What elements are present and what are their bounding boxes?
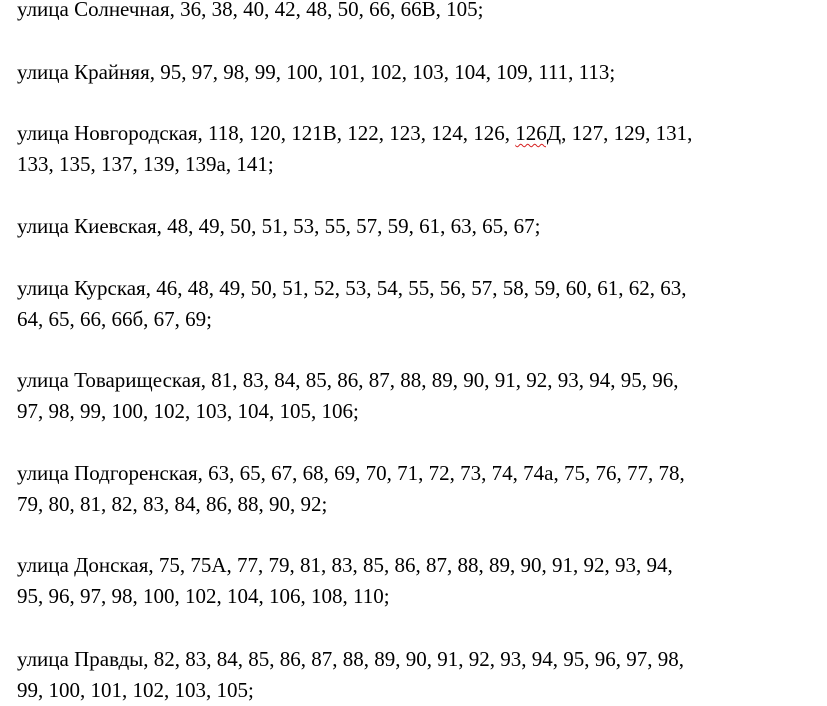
street-paragraph-kievskaya: улица Киевская, 48, 49, 50, 51, 53, 55, 57, 59, 61, 63, 65, 67; <box>17 214 541 238</box>
paragraph-text-before: улица Новгородская, 118, 120, 121В, 122, 123, 124, 126, <box>17 121 516 145</box>
street-paragraph-solnechnaya: улица Солнечная, 36, 38, 40, 42, 48, 50, 66, 66В, 105; <box>17 0 484 21</box>
street-paragraph-tovarishcheskaya: улица Товарищеская, 81, 83, 84, 85, 86, 87, 88, 89, 90, 91, 92, 93, 94, 95, 96, 97, 98, 99, 100, 102, 103, 104, 105, 106; <box>17 368 679 423</box>
street-paragraph-novgorodskaya <box>17 118 807 180</box>
spellcheck-flagged-word[interactable]: 126Д <box>515 121 562 145</box>
street-paragraph-krainyaya: улица Крайняя, 95, 97, 98, 99, 100, 101, 102, 103, 104, 109, 111, 113; <box>17 60 616 84</box>
street-paragraph-kurskaya: улица Курская, 46, 48, 49, 50, 51, 52, 53, 54, 55, 56, 57, 58, 59, 60, 61, 62, 63, 64, 65, 66, 66б, 67, 69; <box>17 276 687 331</box>
street-paragraph-donskaya: улица Донская, 75, 75А, 77, 79, 81, 83, 85, 86, 87, 88, 89, 90, 91, 92, 93, 94, 95, 96, 97, 98, 100, 102, 104, 106, 108, 110; <box>17 553 673 608</box>
paragraph-text-after: , 127, 129, 131, 133, 135, 137, 139, 139а, 141; <box>17 121 693 176</box>
street-paragraph-pravdy: улица Правды, 82, 83, 84, 85, 86, 87, 88, 89, 90, 91, 92, 93, 94, 95, 96, 97, 98, 99, 100, 101, 102, 103, 105; <box>17 647 685 702</box>
street-paragraph-podgorenskaya: улица Подгоренская, 63, 65, 67, 68, 69, 70, 71, 72, 73, 74, 74а, 75, 76, 77, 78, 79, 80, 81, 82, 83, 84, 86, 88, 90, 92; <box>17 461 685 516</box>
